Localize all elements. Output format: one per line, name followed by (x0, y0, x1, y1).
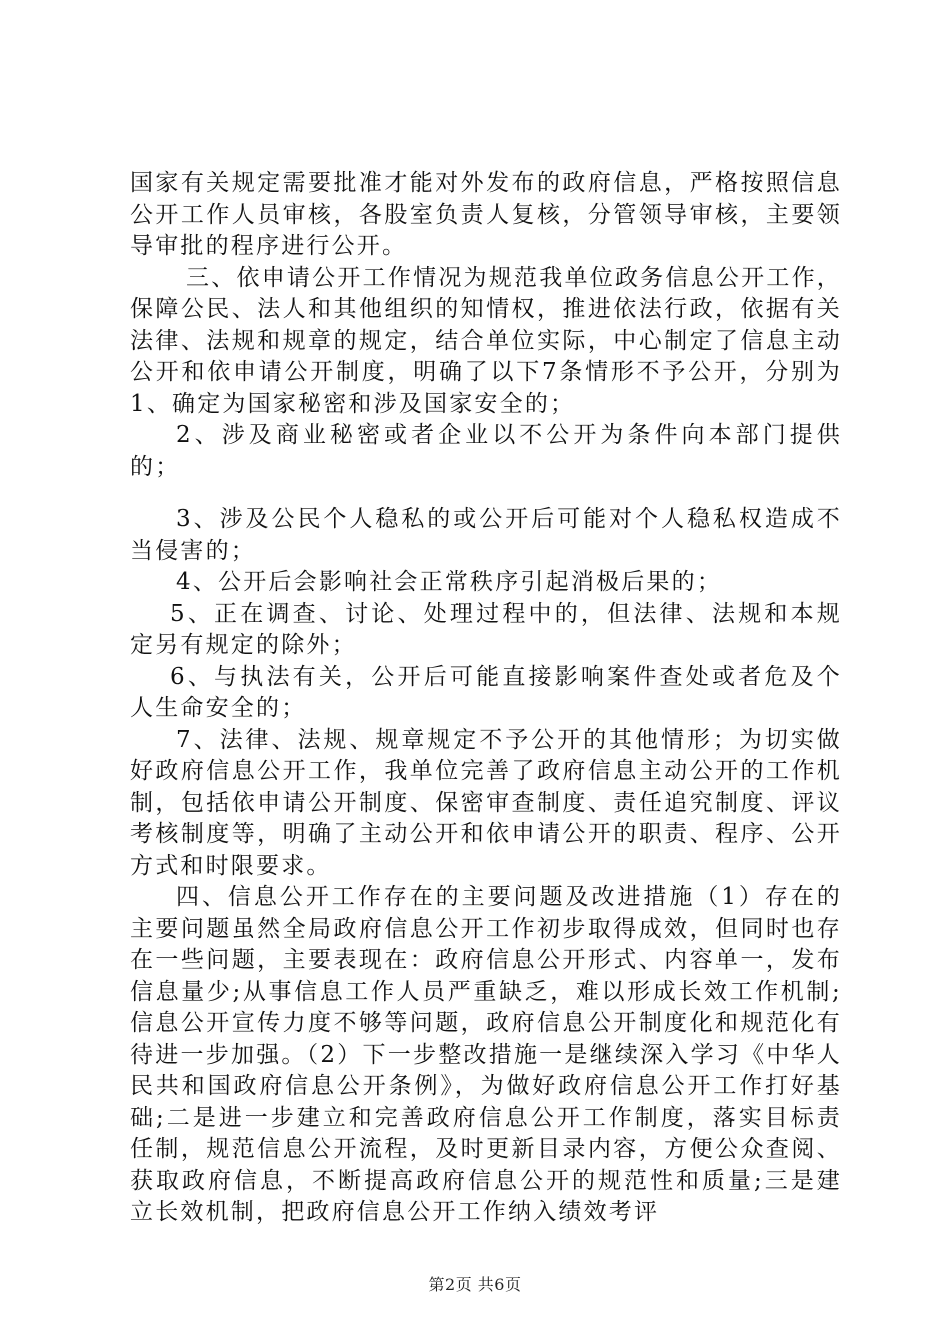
paragraph-approval-procedure: 国家有关规定需要批准才能对外发布的政府信息，严格按照信息公开工作人员审核，各股室负责人复核，分管领导审核，主要领导审批的程序进行公开。 (130, 170, 842, 259)
page-footer (0, 1272, 950, 1295)
paragraph-item-7: 7、法律、法规、规章规定不予公开的其他情形；为切实做好政府信息公开工作，我单位完善了政府信息主动公开的工作机制，包括依申请公开制度、保密审查制度、责任追究制度、评议考核制度等，明确了主动公开和依申请公开的职责、程序、公开方式和时限要求。 (130, 726, 842, 879)
paragraph-item-6: 6、与执法有关，公开后可能直接影响案件查处或者危及个人生命安全的； (130, 663, 842, 721)
page-number: 第2页 共6页 (428, 1275, 522, 1294)
paragraph-item-3: 3、涉及公民个人稳私的或公开后可能对个人稳私权造成不当侵害的； (130, 506, 842, 564)
paragraph-item-4: 4、公开后会影响社会正常秩序引起消极后果的； (176, 569, 723, 595)
paragraph-section-4-problems-measures: 四、信息公开工作存在的主要问题及改进措施（1）存在的主要问题虽然全局政府信息公开工作初步取得成效，但同时也存在一些问题，主要表现在：政府信息公开形式、内容单一，发布信息量少;从事信息工作人员严重缺乏，难以形成长效工作机制;信息公开宣传力度不够等问题，政府信息公开制度化和规范化有待进一步加强。（2）下一步整改措施一是继续深入学习《中华人民共和国政府信息公开条例》，为做好政府信息公开工作打好基础;二是进一步建立和完善政府信息公开工作制度，落实目标责任制，规范信息公开流程，及时更新目录内容，方便公众查阅、获取政府信息，不断提高政府信息公开的规范性和质量;三是建立长效机制，把政府信息公开工作纳入绩效考评 (130, 884, 842, 1225)
paragraph-item-5: 5、正在调查、讨论、处理过程中的，但法律、法规和本规定另有规定的除外； (130, 600, 842, 658)
paragraph-section-3-application-disclosure: 三、依申请公开工作情况为规范我单位政务信息公开工作，保障公民、法人和其他组织的知情权，推进依法行政，依据有关法律、法规和规章的规定，结合单位实际，中心制定了信息主动公开和依申请公开制度，明确了以下7条情形不予公开，分别为1、确定为国家秘密和涉及国家安全的； (130, 264, 842, 417)
document-body (130, 168, 842, 1229)
paragraph-item-2: 2、涉及商业秘密或者企业以不公开为条件向本部门提供的； (130, 422, 842, 480)
